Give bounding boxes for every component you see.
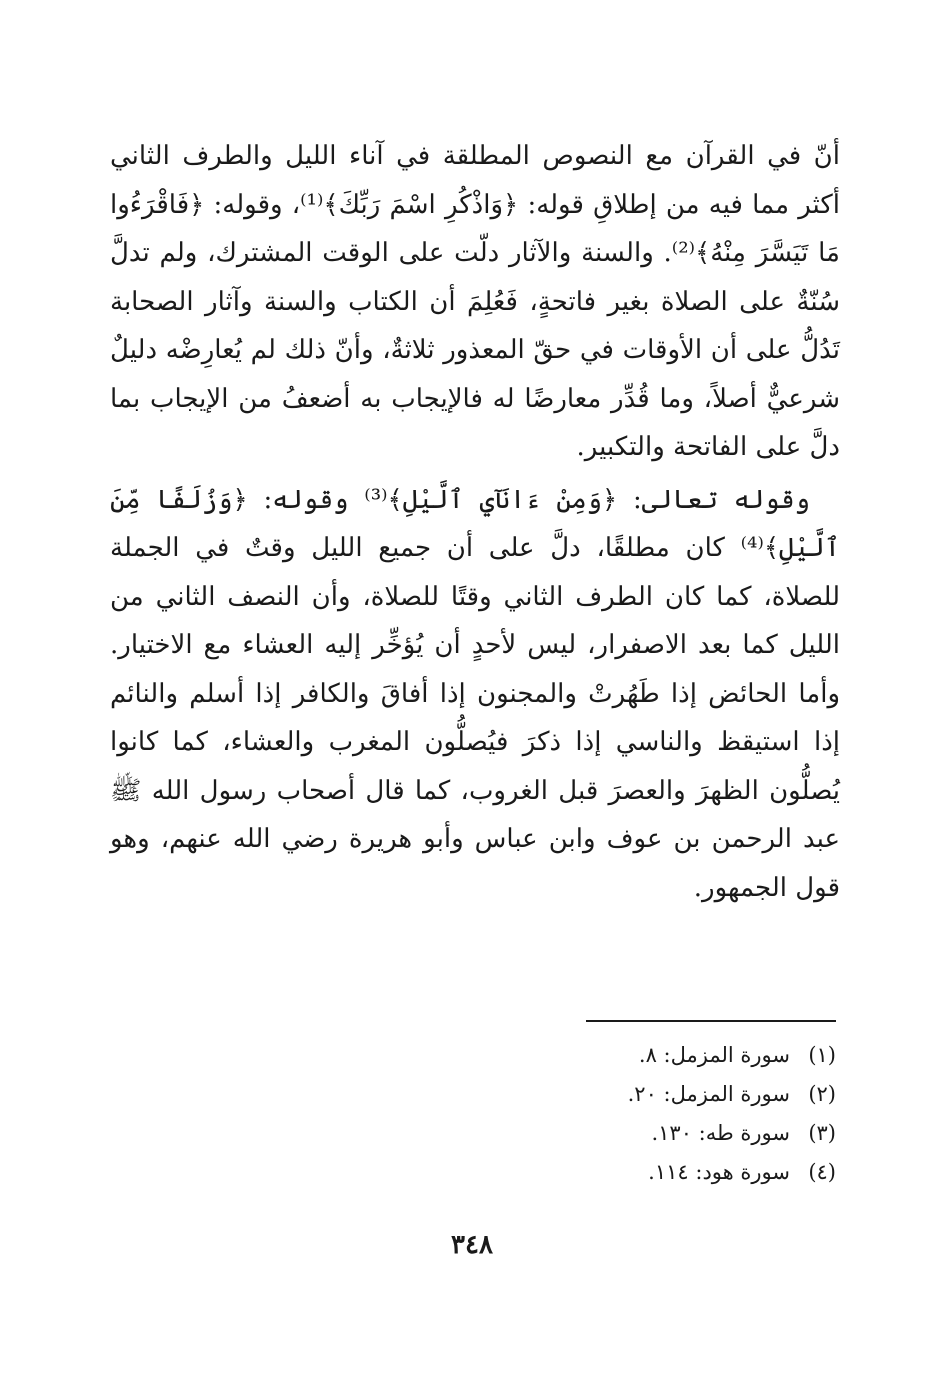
footnote-number: (٣) bbox=[808, 1121, 836, 1145]
footnote-text: سورة المزمل: ٢٠. bbox=[627, 1082, 790, 1106]
page-number: ٣٤٨ bbox=[451, 1230, 493, 1260]
footnote-text: سورة طه: ١٣٠. bbox=[651, 1121, 790, 1145]
footnote-4 bbox=[476, 1153, 836, 1192]
footnote-2 bbox=[476, 1075, 836, 1114]
footnote-3 bbox=[476, 1114, 836, 1153]
footnote-number: (٤) bbox=[808, 1160, 836, 1184]
footnote-1 bbox=[476, 1036, 836, 1075]
footnote-text: سورة المزمل: ٨. bbox=[638, 1043, 790, 1067]
footnote-number: (٢) bbox=[808, 1082, 836, 1106]
paragraph-1: أنّ في القرآن مع النصوص المطلقة في آناء الليل والطرف الثاني أكثر مما فيه من إطلاقِ قوله: ﴿وَاذْكُرِ اسْمَ رَبِّكَ﴾⁽¹⁾، وقوله: ﴿فَاقْرَءُوا مَا تَيَسَّرَ مِنْهُ﴾⁽²⁾. والسنة والآثار دلّت على الوقت المشترك، ولم تدلَّ سُنّةٌ على الصلاة بغير فاتحةٍ، فَعُلِمَ أن الكتاب والسنة وآثار الصحابة تَدُلُّ على أن الأوقات في حقّ المعذور ثلاثةٌ، وأنّ ذلك لم يُعارِضْه دليلٌ شرعيٌّ أصلاً، وما قُدِّر معارضًا له فالإيجاب به أضعفُ من الإيجاب بما دلَّ على الفاتحة والتكبير. bbox=[110, 141, 840, 462]
main-text bbox=[110, 132, 840, 912]
footnote-text: سورة هود: ١١٤. bbox=[648, 1160, 790, 1184]
footnote-number: (١) bbox=[808, 1043, 836, 1067]
paragraph-2: وقوله تعالى: ﴿وَمِنْ ءَانَآيِ ٱلَّيْلِ﴾⁽³⁾ وقوله: ﴿وَزُلَفًا مِّنَ ٱلَّيْلِ﴾⁽⁴⁾ كان مطلقًا، دلَّ على أن جميع الليل وقتٌ في الجملة للصلاة، كما كان الطرف الثاني وقتًا للصلاة، وأن النصف الثاني من الليل كما بعد الاصفرار، ليس لأحدٍ أن يُؤخِّر إليه العشاء مع الاختيار. وأما الحائض إذا طَهُرتْ والمجنون إذا أفاقَ والكافر إذا أسلم والنائم إذا استيقظ والناسي إذا ذكرَ فيُصلُّون المغرب والعشاء، كما كانوا يُصلُّون الظهرَ والعصرَ قبل الغروب، كما قال أصحاب رسول الله ﷺ عبد الرحمن بن عوف وابن عباس وأبو هريرة رضي الله عنهم، وهو قول الجمهور. bbox=[110, 484, 840, 903]
footnote-separator bbox=[586, 1020, 836, 1022]
footnotes bbox=[476, 1036, 836, 1192]
